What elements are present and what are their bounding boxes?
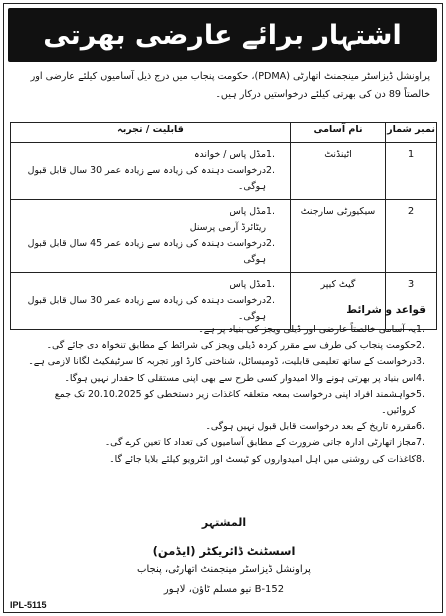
headline-banner: اشتہار برائے عارضی بھرتی <box>8 8 437 62</box>
list-item: 2. حکومت پنجاب کی طرف سے مقرر کردہ ڈیلی ویجز کی شرائط کے مطابق تنخواہ دی جائے گی۔ <box>46 340 425 352</box>
list-item: 4. اس بنیاد پر بھرتی ہونے والا امیدوار کسی طرح سے بھی اپنی مستقلی کا حقدار نہیں ہوگا۔ <box>64 372 425 384</box>
list-item: 5. خواہشمند افراد اپنی درخواست بمعہ متعلقہ کاغذات زیر دستخطی کو 20.10.2025 تک جمع کروائیں۔ <box>54 388 425 417</box>
list-item: 1. یہ آسامی خالصتاً عارضی اور ڈیلی ویجز کی بنیاد پر ہے۔ <box>198 324 425 335</box>
row-post: اٹینڈنٹ <box>291 143 386 200</box>
posts-table <box>10 122 437 330</box>
row-post: گیٹ کیپر <box>291 273 386 330</box>
table-header-row <box>11 123 437 143</box>
table-row <box>11 143 437 200</box>
header-number: نمبر شمار <box>386 123 437 143</box>
list-item: 7. مجاز اتھارٹی ادارہ جاتی ضرورت کے مطابق آسامیوں کی تعداد کا تعین کرے گی۔ <box>104 437 425 449</box>
qualification-line: 1. مڈل پاس / خواندہ <box>193 149 275 160</box>
list-item: 6. مقررہ تاریخ کے بعد درخواست قابل قبول نہیں ہوگی۔ <box>205 421 425 433</box>
qualification-line: ریٹائرڈ آرمی پرسنل <box>189 222 266 233</box>
header-post: نام آسامی <box>291 123 386 143</box>
row-post: سیکیورٹی سارجنٹ <box>291 200 386 273</box>
qualification-line: 2. درخواست دہندہ کی زیادہ سے زیادہ عمر 30 سال قابل قبول ہوگی۔ <box>27 295 275 322</box>
terms-list <box>24 322 434 468</box>
row-number: 2 <box>386 200 437 273</box>
qualification-line: 2. درخواست دہندہ کی زیادہ سے زیادہ عمر 45 سال قابل قبول ہوگی <box>27 238 275 265</box>
row-qualification <box>11 200 291 273</box>
signatory-designation: اسسٹنٹ ڈائریکٹر (ایڈمن) <box>152 544 296 558</box>
row-number: 1 <box>386 143 437 200</box>
table-row <box>11 200 437 273</box>
list-item: 3. درخواست کے ساتھ تعلیمی قابلیت، ڈومیسائل، شناختی کارڈ اور تجربہ کا سرٹیفکیٹ لگانا لازمی ہے۔ <box>28 356 425 368</box>
row-number: 3 <box>386 273 437 330</box>
reference-number: IPL-5115 <box>10 600 47 610</box>
qualification-line: 1. مڈل پاس <box>229 279 275 290</box>
list-item: 8. کاغذات کی روشنی میں اہل امیدواروں کو ٹیسٹ اور انٹرویو کیلئے بلایا جائے گا۔ <box>109 453 425 465</box>
intro-paragraph: پراونشل ڈیزاسٹر مینجمنٹ اتھارٹی (PDMA)، حکومت پنجاب میں درج ذیل آسامیوں کیلئے عارضی اور خالصتاً 89 دن کی بھرتی کیلئے درخواستیں درکار ہیں۔ <box>30 71 430 100</box>
qualification-line: 2. درخواست دہندہ کی زیادہ سے زیادہ عمر 30 سال قابل قبول ہوگی۔ <box>27 165 275 192</box>
office-name: پراونشل ڈیزاسٹر مینجمنٹ اتھارٹی، پنجاب <box>137 564 311 575</box>
qualification-line: 1. مڈل پاس <box>229 206 275 217</box>
advertisement-page <box>3 3 443 613</box>
advertiser-label: المشتہر <box>201 516 247 529</box>
header-qualification: قابلیت / تجربہ <box>11 123 291 143</box>
terms-heading: قواعد و شرائط <box>346 304 426 316</box>
office-address: B-152 نیو مسلم ٹاؤن، لاہور <box>163 584 285 595</box>
table-row <box>11 273 437 330</box>
row-qualification <box>11 143 291 200</box>
row-qualification <box>11 273 291 330</box>
